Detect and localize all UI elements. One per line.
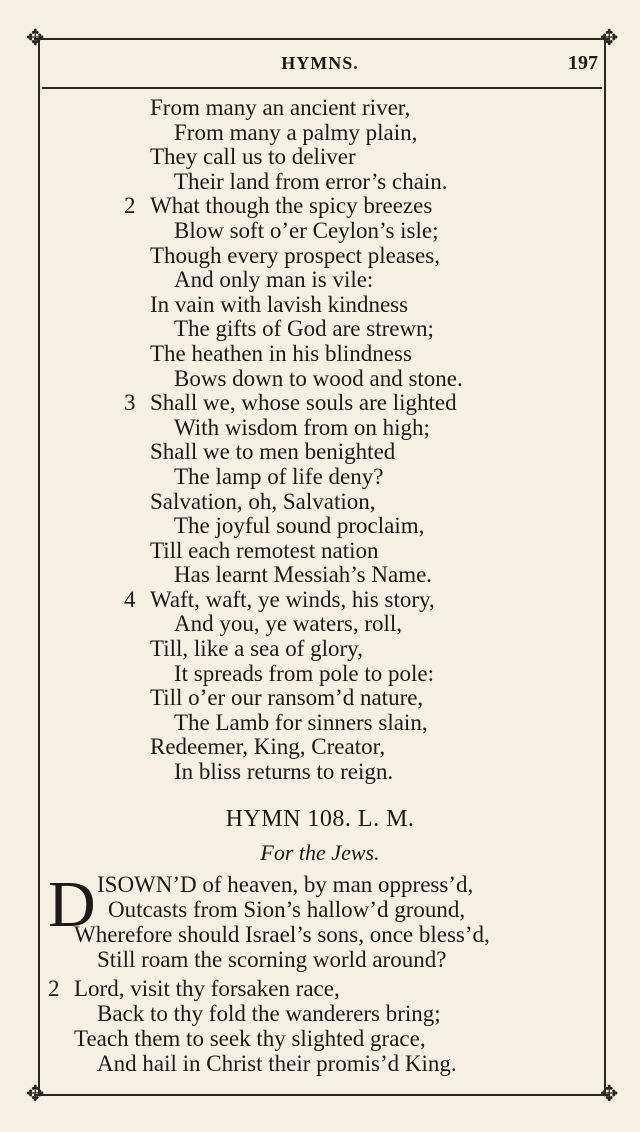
hymn-text xyxy=(0,96,640,1077)
verse-line: Though every prospect pleases, xyxy=(150,242,440,268)
verse-line: The Lamb for sinners slain, xyxy=(174,709,428,735)
verse-line: Till o’er our ransom’d nature, xyxy=(150,685,424,711)
running-header: HYMNS. xyxy=(281,53,359,73)
verse-text: Waft, waft, ye winds, his story, xyxy=(150,586,435,612)
corner-ornament-icon: ✥ xyxy=(26,26,45,51)
verse-line: Till each remotest nation xyxy=(150,537,379,563)
verse-line: The lamp of life deny? xyxy=(174,463,384,489)
verse-line: Till, like a sea of glory, xyxy=(150,636,363,662)
stanza-2b xyxy=(0,977,640,1077)
verse-line xyxy=(0,194,640,219)
stanza-number: 4 xyxy=(124,586,136,612)
stanza-1 xyxy=(0,867,640,973)
verse-line: It spreads from pole to pole: xyxy=(174,660,434,686)
stanza-4 xyxy=(0,588,640,785)
verse-line: From many an ancient river, xyxy=(150,95,411,120)
verse-line: Still roam the scorning world around? xyxy=(97,946,447,972)
verse-line: Shall we to men benighted xyxy=(150,439,396,465)
verse-line xyxy=(0,588,640,613)
top-border-rule xyxy=(34,38,610,40)
stanza-2 xyxy=(0,194,640,391)
stanza-3 xyxy=(0,391,640,588)
verse-line: Bows down to wood and stone. xyxy=(174,365,463,391)
verse-line: With wisdom from on high; xyxy=(174,414,430,440)
verse-line: Teach them to seek thy slighted grace, xyxy=(74,1025,426,1051)
corner-ornament-icon: ✥ xyxy=(26,1082,45,1107)
verse-line: In vain with lavish kindness xyxy=(150,291,409,317)
verse-line: Back to thy fold the wanderers bring; xyxy=(97,1000,441,1026)
verse-text: Shall we, whose souls are lighted xyxy=(150,390,457,416)
verse-line: And hail in Christ their promis’d King. xyxy=(97,1050,457,1076)
verse-line: ISOWN’D of heaven, by man oppress’d, xyxy=(97,871,474,897)
stanza-number: 2 xyxy=(48,975,60,1001)
hymn-title: HYMN 108. L. M. xyxy=(225,805,415,832)
verse-line: And you, ye waters, roll, xyxy=(174,611,403,637)
header-underline-rule xyxy=(42,87,602,89)
verse-line: The heathen in his blindness xyxy=(150,340,412,366)
stanza-continued xyxy=(0,96,640,194)
verse-line: The joyful sound proclaim, xyxy=(174,513,425,539)
verse-line: Blow soft o’er Ceylon’s isle; xyxy=(174,217,439,243)
verse-line: Wherefore should Israel’s sons, once bless’d, xyxy=(74,921,490,947)
verse-line: Their land from error’s chain. xyxy=(174,168,448,194)
stanza-number: 2 xyxy=(124,193,136,219)
corner-ornament-icon: ✥ xyxy=(600,26,619,51)
verse-line: In bliss returns to reign. xyxy=(174,759,394,785)
drop-cap: D xyxy=(48,867,96,941)
verse-line: The gifts of God are strewn; xyxy=(174,316,434,342)
verse-line xyxy=(0,977,640,1002)
verse-line: They call us to deliver xyxy=(150,144,356,170)
stanza-number: 3 xyxy=(124,390,136,416)
verse-text: Lord, visit thy forsaken race, xyxy=(74,975,340,1001)
hymn-subtitle: For the Jews. xyxy=(260,839,380,865)
verse-line: Redeemer, King, Creator, xyxy=(150,734,386,760)
verse-line: And only man is vile: xyxy=(174,267,374,293)
hymn-108-body xyxy=(0,867,640,1077)
verse-line: From many a palmy plain, xyxy=(174,119,418,145)
verse-line xyxy=(0,391,640,416)
page-number: 197 xyxy=(568,52,598,74)
verse-line: Outcasts from Sion’s hallow’d ground, xyxy=(108,896,466,922)
verse-line: Has learnt Messiah’s Name. xyxy=(174,562,433,588)
verse-text: What though the spicy breezes xyxy=(150,193,433,219)
corner-ornament-icon: ✥ xyxy=(600,1082,619,1107)
bottom-border-rule xyxy=(34,1094,610,1096)
verse-line: Salvation, oh, Salvation, xyxy=(150,488,376,514)
